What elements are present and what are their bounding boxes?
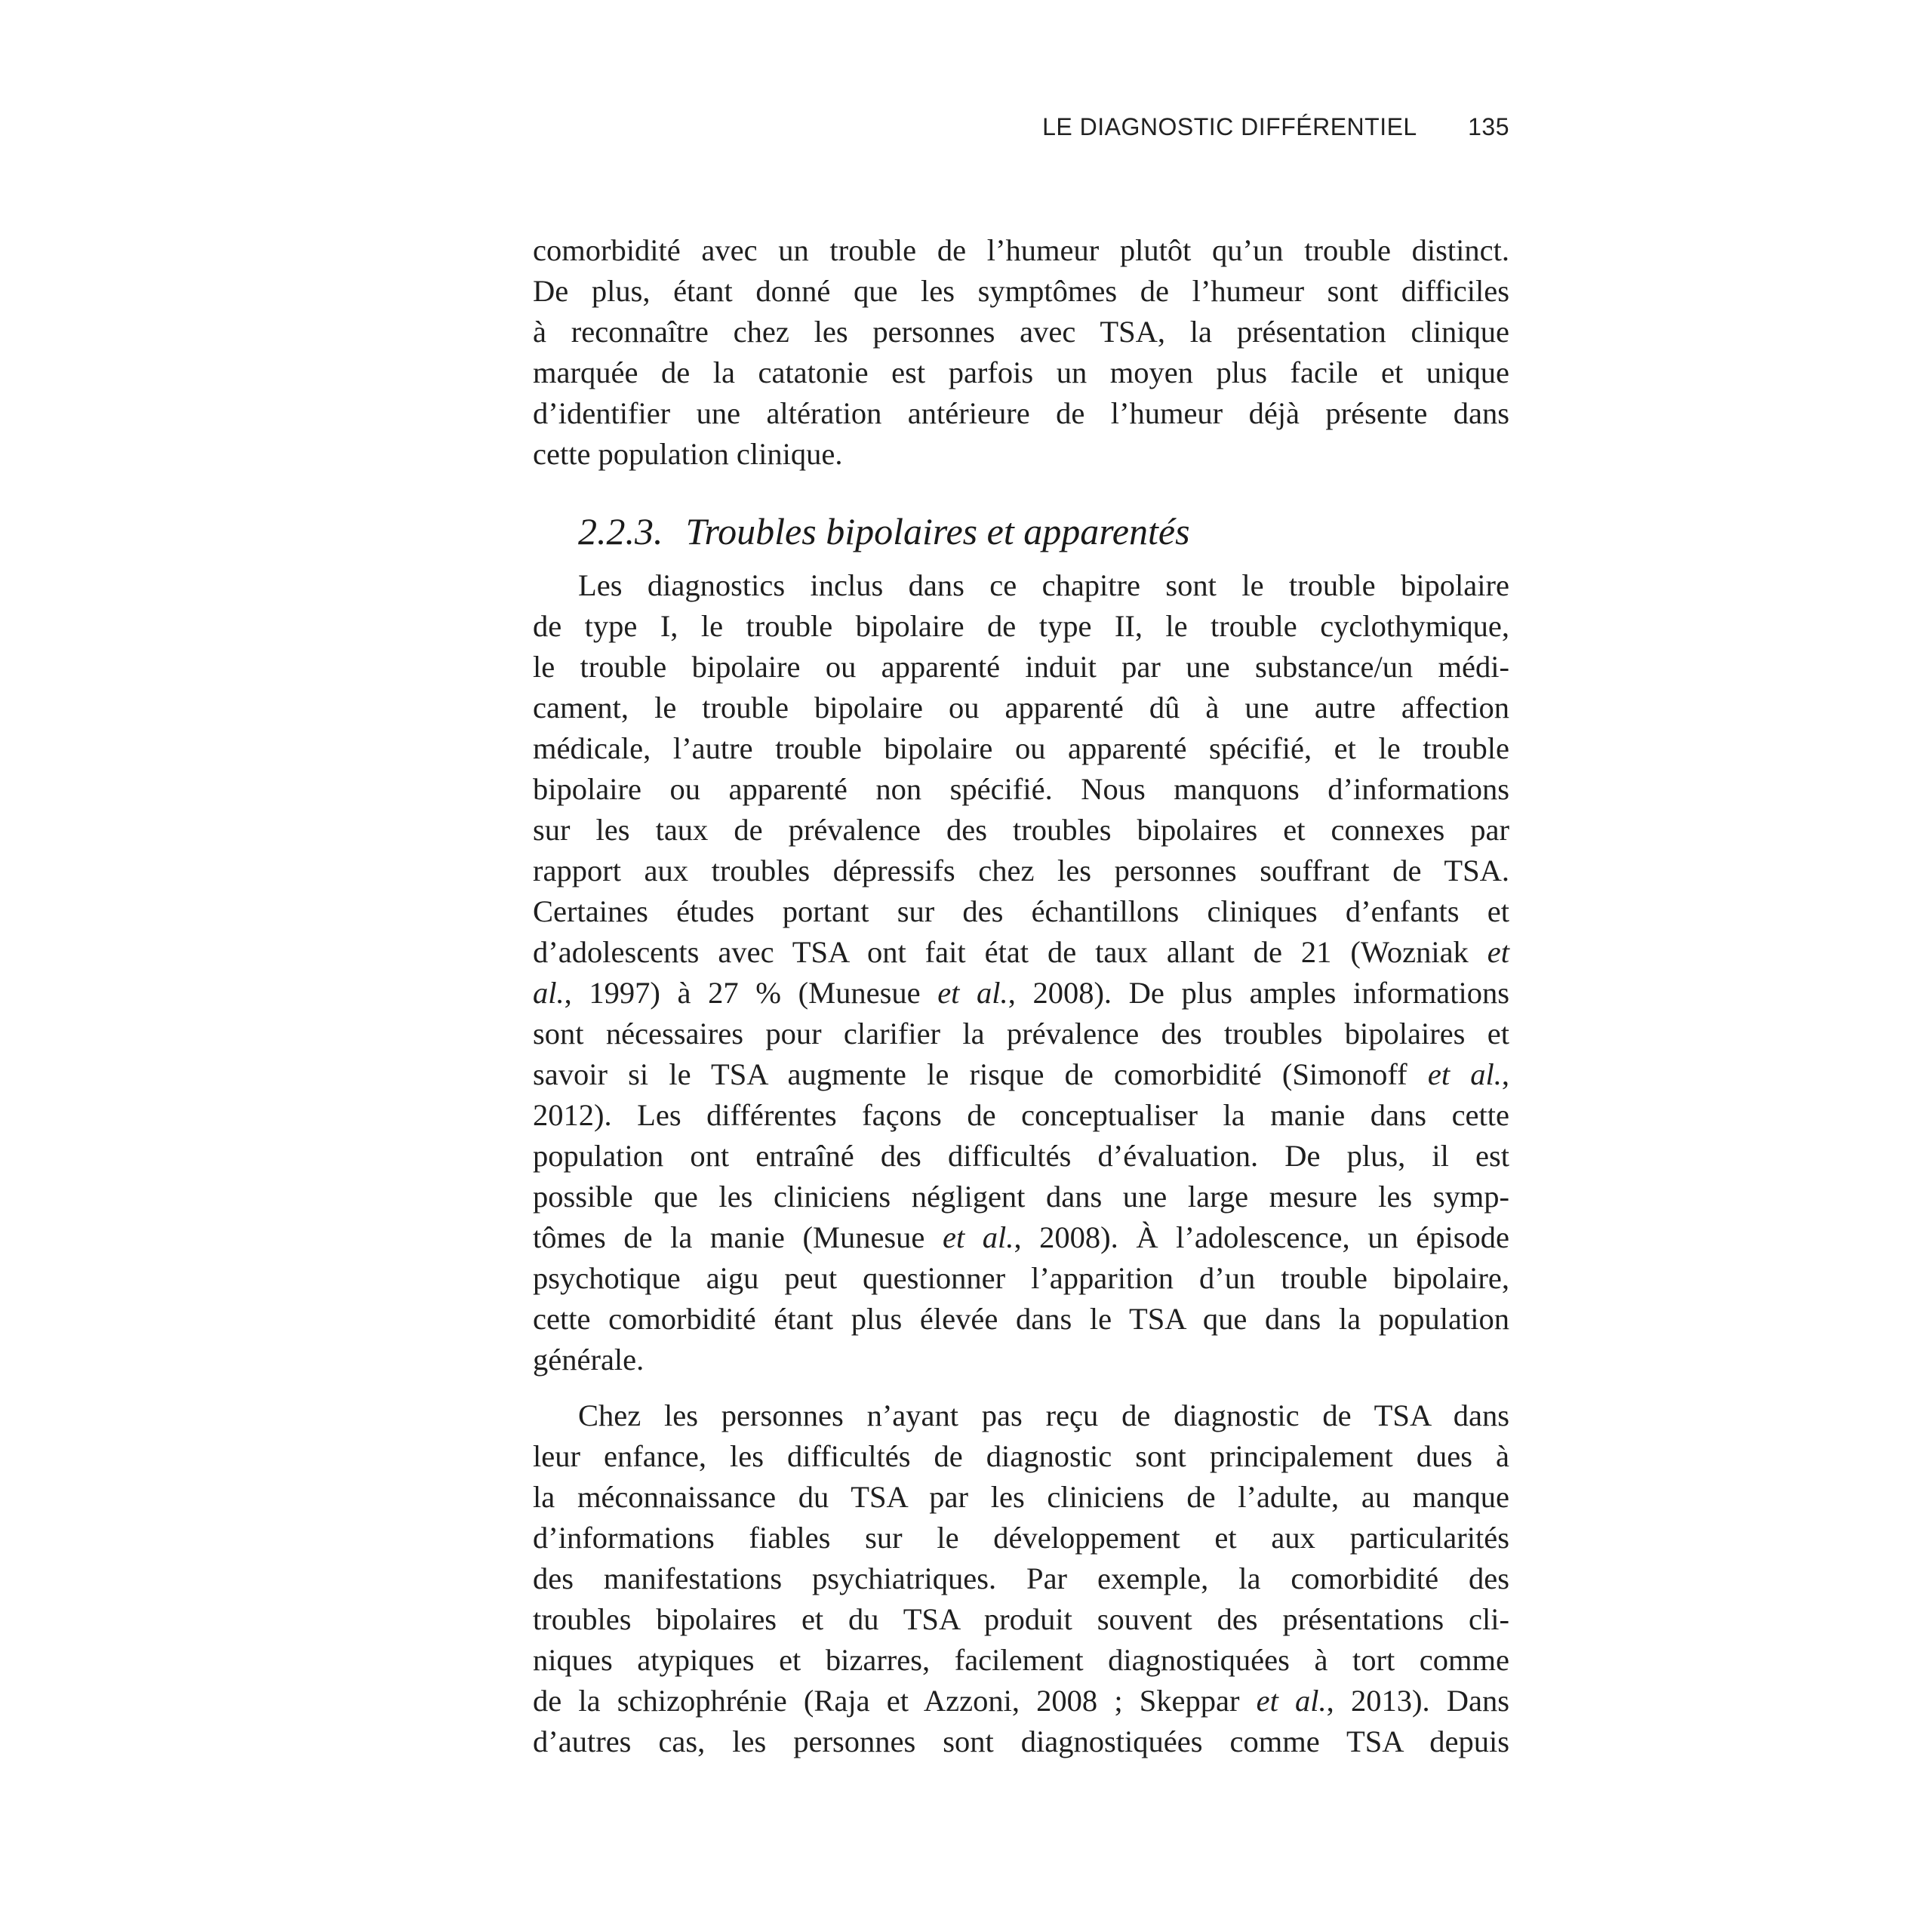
text-line: de type I, le trouble bipolaire de type II, le trouble cyclothymique,	[533, 609, 1509, 643]
text-line: cette comorbidité étant plus élevée dans le TSA que dans la population	[533, 1302, 1509, 1336]
paragraph-gap	[533, 1380, 1509, 1395]
text-line: d’autres cas, les personnes sont diagnostiquées comme TSA depuis	[533, 1724, 1509, 1758]
paragraph-bipolar-overview	[533, 565, 1509, 1380]
text-line: Les diagnostics inclus dans ce chapitre sont le trouble bipolaire	[578, 568, 1509, 602]
page-number: 135	[1468, 113, 1509, 140]
text-line: rapport aux troubles dépressifs chez les personnes souffrant de TSA.	[533, 854, 1509, 888]
text-line: la méconnaissance du TSA par les cliniciens de l’adulte, au manque	[533, 1480, 1509, 1514]
text-line: De plus, étant donné que les symptômes de l’humeur sont difficiles	[533, 274, 1509, 308]
text-line: troubles bipolaires et du TSA produit souvent des présentations cli-	[533, 1602, 1509, 1636]
text-line: cament, le trouble bipolaire ou apparenté dû à une autre affection	[533, 691, 1509, 724]
body-text	[533, 230, 1509, 1762]
text-line: al., 1997) à 27 % (Munesue et al., 2008). De plus amples informations	[533, 976, 1509, 1010]
text-line: le trouble bipolaire ou apparenté induit par une substance/un médi-	[533, 650, 1509, 684]
text-line: comorbidité avec un trouble de l’humeur plutôt qu’un trouble distinct.	[533, 233, 1509, 267]
text-line: générale.	[533, 1343, 645, 1377]
section-heading-title: Troubles bipolaires et apparentés	[685, 510, 1190, 552]
section-heading	[533, 505, 1509, 558]
text-line: psychotique aigu peut questionner l’apparition d’un trouble bipolaire,	[533, 1261, 1509, 1295]
text-line: d’identifier une altération antérieure de l’humeur déjà présente dans	[533, 396, 1509, 430]
text-line: Chez les personnes n’ayant pas reçu de diagnostic de TSA dans	[578, 1398, 1509, 1432]
text-line: marquée de la catatonie est parfois un moyen plus facile et unique	[533, 355, 1509, 389]
text-line: sont nécessaires pour clarifier la prévalence des troubles bipolaires et	[533, 1017, 1509, 1051]
running-head	[533, 113, 1509, 146]
text-line: possible que les cliniciens négligent dans une large mesure les symp-	[533, 1180, 1509, 1214]
text-line: tômes de la manie (Munesue et al., 2008). À l’adolescence, un épisode	[533, 1220, 1509, 1254]
text-line: des manifestations psychiatriques. Par exemple, la comorbidité des	[533, 1561, 1509, 1595]
paragraph-adult-diagnosis	[533, 1395, 1509, 1762]
text-line: leur enfance, les difficultés de diagnostic sont principalement dues à	[533, 1439, 1509, 1473]
text-line: cette population clinique.	[533, 437, 843, 471]
text-line: médicale, l’autre trouble bipolaire ou apparenté spécifié, et le trouble	[533, 731, 1509, 765]
text-line: sur les taux de prévalence des troubles bipolaires et connexes par	[533, 813, 1509, 847]
text-line: Certaines études portant sur des échantillons cliniques d’enfants et	[533, 894, 1509, 928]
section-number: 2.2.3.	[578, 510, 663, 552]
text-line: d’adolescents avec TSA ont fait état de taux allant de 21 (Wozniak et	[533, 935, 1509, 969]
paragraph-continued	[533, 230, 1509, 475]
text-line: savoir si le TSA augmente le risque de comorbidité (Simonoff et al.,	[533, 1057, 1510, 1091]
text-line: 2012). Les différentes façons de conceptualiser la manie dans cette	[533, 1098, 1509, 1132]
text-line: d’informations fiables sur le développement et aux particularités	[533, 1521, 1509, 1555]
text-line: à reconnaître chez les personnes avec TSA, la présentation clinique	[533, 315, 1509, 349]
text-line: de la schizophrénie (Raja et Azzoni, 2008 ; Skeppar et al., 2013). Dans	[533, 1684, 1509, 1718]
running-head-title: LE DIAGNOSTIC DIFFÉRENTIEL	[1042, 113, 1417, 140]
text-line: bipolaire ou apparenté non spécifié. Nous manquons d’informations	[533, 772, 1509, 806]
text-line: niques atypiques et bizarres, facilement diagnostiquées à tort comme	[533, 1643, 1509, 1677]
text-line: population ont entraîné des difficultés d’évaluation. De plus, il est	[533, 1139, 1509, 1173]
